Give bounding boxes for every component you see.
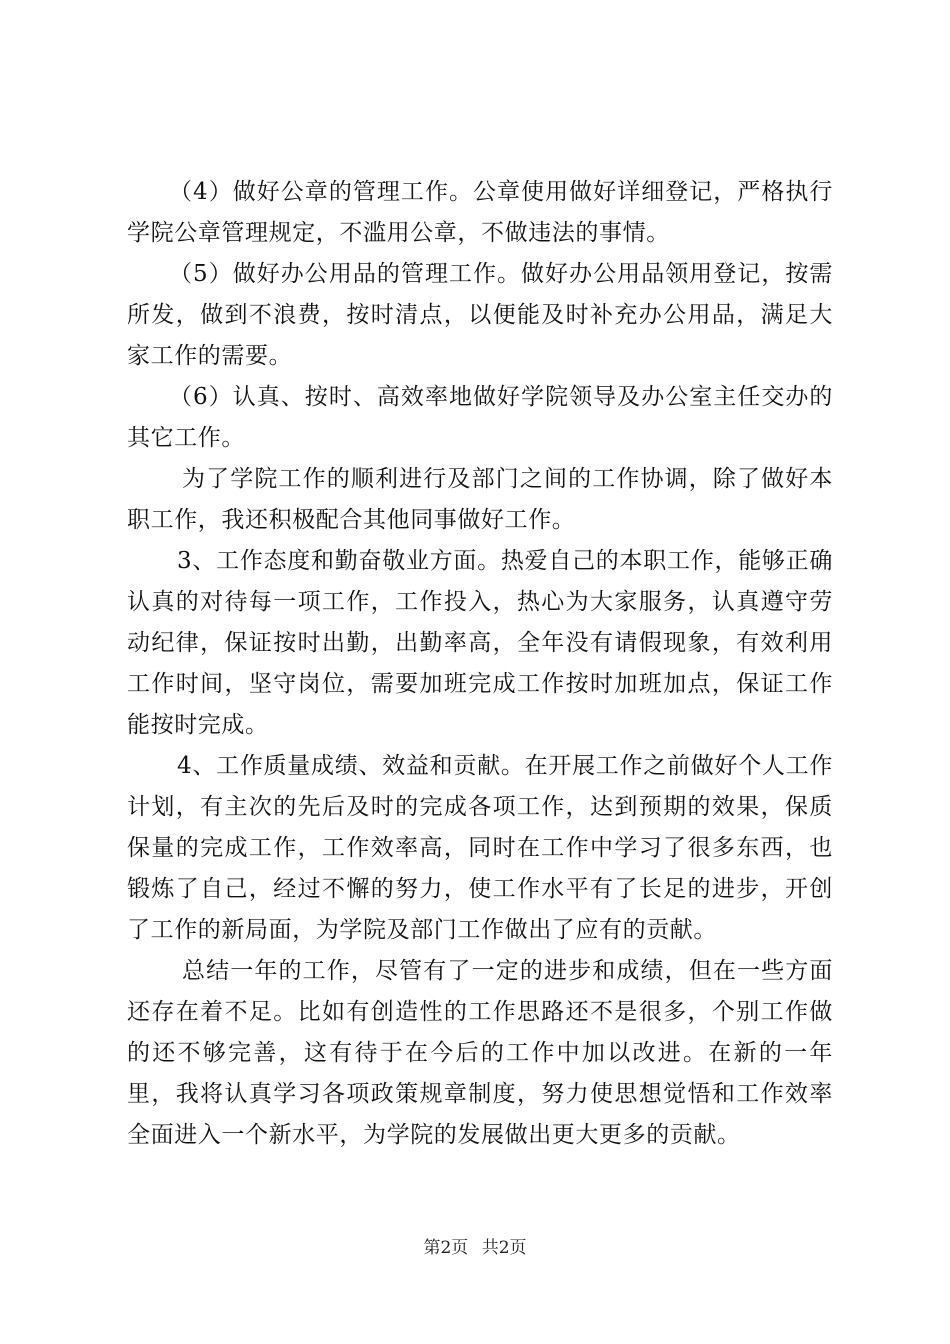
page-number: 第2页: [423, 1238, 469, 1258]
paragraph-work-quality: 4、工作质量成绩、效益和贡献。在开展工作之前做好个人工作计划，有主次的先后及时的完成各项工作，达到预期的效果，保质保量的完成工作，工作效率高，同时在工作中学习了很多东西，也锻炼了自己，经过不懈的努力，使工作水平有了长足的进步，开创了工作的新局面，为学院及部门工作做出了应有的贡献。: [127, 753, 833, 943]
paragraph-summary: 总结一年的工作，尽管有了一定的进步和成绩，但在一些方面还存在着不足。比如有创造性的工作思路还不是很多，个别工作做的还不够完善，这有待于在今后的工作中加以改进。在新的一年里，我将认真学习各项政策规章制度，努力使思想觉悟和工作效率全面进入一个新水平，为学院的发展做出更大更多的贡献。: [127, 958, 833, 1148]
paragraph-seal-management: （4）做好公章的管理工作。公章使用做好详细登记，严格执行学院公章管理规定，不滥用公章，不做违法的事情。: [127, 179, 833, 246]
page-total: 共2页: [481, 1238, 527, 1258]
paragraph-cooperation: 为了学院工作的顺利进行及部门之间的工作协调，除了做好本职工作，我还积极配合其他同事做好工作。: [127, 466, 833, 533]
paragraph-work-attitude: 3、工作态度和勤奋敬业方面。热爱自己的本职工作，能够正确认真的对待每一项工作，工作投入，热心为大家服务，认真遵守劳动纪律，保证按时出勤，出勤率高，全年没有请假现象，有效利用工作时间，坚守岗位，需要加班完成工作按时加班加点，保证工作能按时完成。: [127, 548, 833, 738]
paragraph-office-supplies: （5）做好办公用品的管理工作。做好办公用品领用登记，按需所发，做到不浪费，按时清点，以便能及时补充办公用品，满足大家工作的需要。: [127, 261, 833, 369]
document-body: [127, 172, 833, 1156]
paragraph-assigned-tasks: （6）认真、按时、高效率地做好学院领导及办公室主任交办的其它工作。: [127, 384, 833, 451]
page-footer: [0, 1236, 950, 1260]
